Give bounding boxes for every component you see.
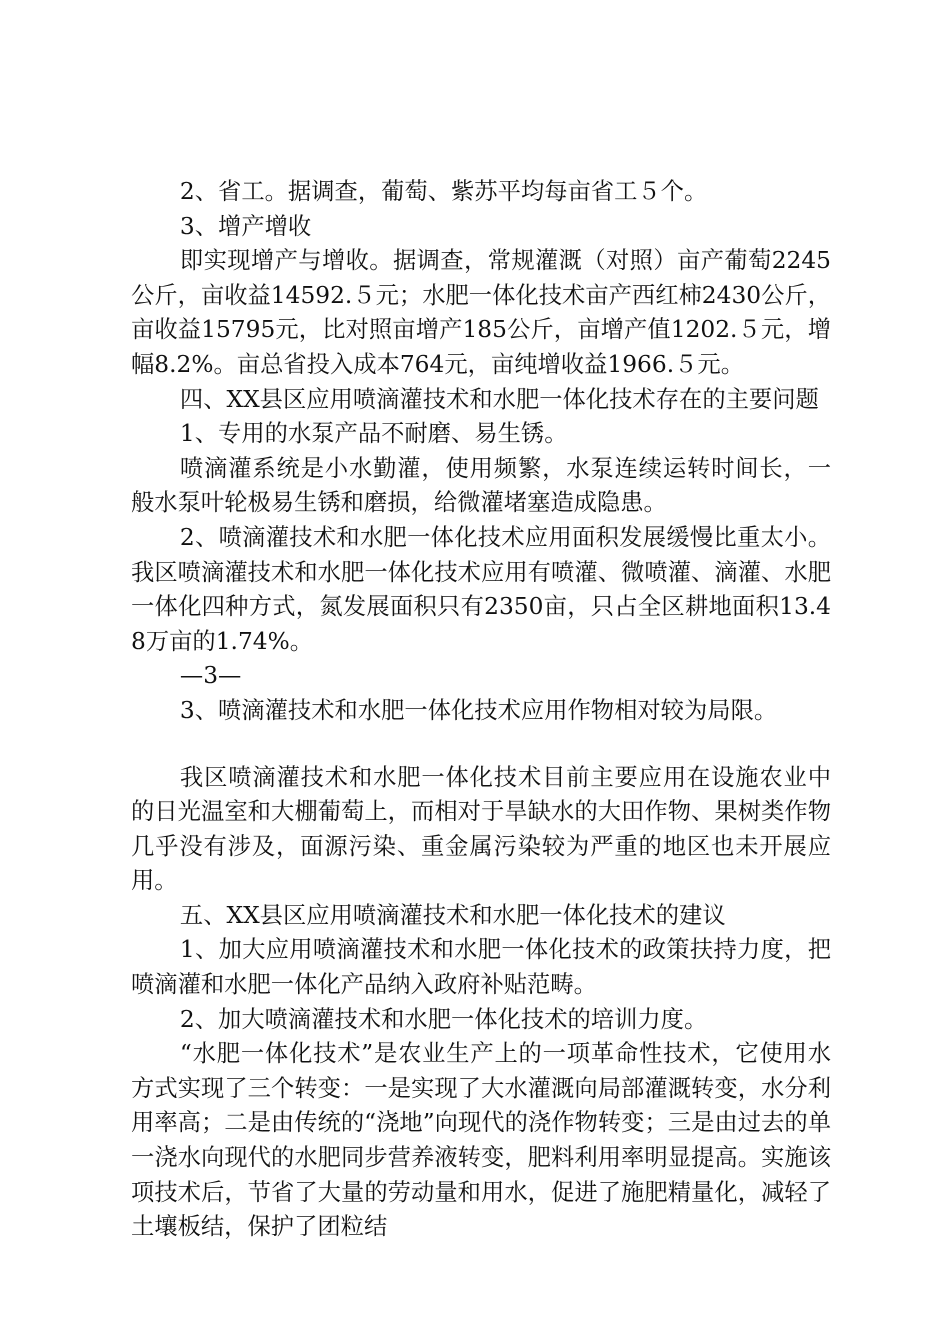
paragraph-technology-benefits: “水肥一体化技术”是农业生产上的一项革命性技术，它使用水方式实现了三个转变：一是实现了大水灌溉向局部灌溉转变，水分利用率高；二是由传统的“浇地”向现代的浇作物转变；三是由过去的单一浇水向现代的水肥同步营养液转变，肥料利用率明显提高。实施该项技术后，节省了大量的劳动量和用水，促进了施肥精量化，减轻了土壤板结，保护了团粒结 — [131, 1040, 831, 1241]
paragraph-gap — [131, 729, 831, 761]
paragraph-yield-income: 即实现增产与增收。据调查，常规灌溉（对照）亩产葡萄2245公斤，亩收益14592.５元；水肥一体化技术亩产西红柿2430公斤，亩收益15795元，比对照亩增产185公斤，亩增产值1202.５元，增幅8.2%。亩总省投入成本764元，亩纯增收益1966.５元。 — [131, 247, 831, 378]
page-number: —3— — [179, 662, 242, 690]
paragraph-labor-saving: 2、省工。据调查，葡萄、紫苏平均每亩省工５个。 — [179, 178, 708, 205]
heading-yield-income: 3、增产增收 — [179, 212, 312, 240]
heading-section-five: 五、XX县区应用喷滴灌技术和水肥一体化技术的建议 — [179, 901, 726, 929]
paragraph-slow-development: 2、喷滴灌技术和水肥一体化技术应用面积发展缓慢比重太小。我区喷滴灌技术和水肥一体化技术应用有喷灌、微喷灌、滴灌、水肥一体化四种方式，氮发展面积只有2350亩，只占全区耕地面积13.48万亩的1.74%。 — [131, 523, 831, 655]
heading-training: 2、加大喷滴灌技术和水肥一体化技术的培训力度。 — [179, 1005, 708, 1033]
paragraph-policy-support: 1、加大应用喷滴灌技术和水肥一体化技术的政策扶持力度，把喷滴灌和水肥一体化产品纳入政府补贴范畴。 — [131, 936, 831, 999]
paragraph-pump-issue: 喷滴灌系统是小水勤灌，使用频繁，水泵连续运转时间长，一般水泵叶轮极易生锈和磨损，给微灌堵塞造成隐患。 — [131, 454, 831, 517]
heading-section-four: 四、XX县区应用喷滴灌技术和水肥一体化技术存在的主要问题 — [179, 385, 819, 413]
heading-pump-issue: 1、专用的水泵产品不耐磨、易生锈。 — [179, 420, 568, 448]
heading-crop-limitation: 3、喷滴灌技术和水肥一体化技术应用作物相对较为局限。 — [179, 696, 778, 724]
document-body — [131, 175, 831, 1245]
paragraph-crop-limitation: 我区喷滴灌技术和水肥一体化技术目前主要应用在设施农业中的日光温室和大棚葡萄上，而相对于旱缺水的大田作物、果树类作物几乎没有涉及，面源污染、重金属污染较为严重的地区也未开展应用。 — [131, 763, 831, 895]
